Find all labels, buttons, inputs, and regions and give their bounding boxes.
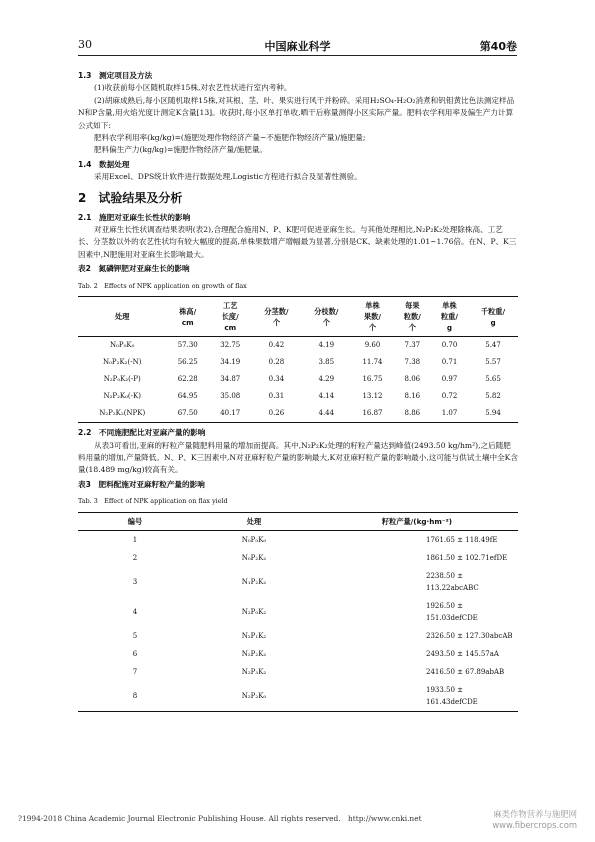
table-cell: N₂P₀K₂(-P) <box>103 375 141 384</box>
table-cell: 8.86 <box>404 409 421 418</box>
table-cell: 5.82 <box>485 392 501 401</box>
table-row <box>78 549 518 567</box>
table-cell: 1.07 <box>441 409 458 418</box>
table-row <box>78 597 518 627</box>
page-header <box>78 38 517 52</box>
table-row <box>78 663 518 681</box>
table-row <box>78 354 518 371</box>
table-cell: 4.19 <box>318 341 335 350</box>
table3-body <box>78 530 518 711</box>
table-cell: 57.30 <box>177 341 198 350</box>
table3-caption-en: Tab. 3 Effect of NPK application on flax yield <box>78 497 228 506</box>
table-cell: 67.50 <box>177 409 198 418</box>
table-cell: N₀P₂K₂ <box>241 553 267 562</box>
col-header: 单株 粒重/ g <box>440 301 458 333</box>
table-cell: 11.74 <box>362 358 383 367</box>
table2-body <box>78 337 518 423</box>
table-cell: N₂P₀K₂ <box>241 607 267 616</box>
table-cell: N₁P₂K₂ <box>241 577 267 586</box>
paragraph: 从表3可看出,亚麻的籽粒产量随肥料用量的增加而提高。其中,N₂P₂K₂处理的籽粒产量达到峰值(2493.50 kg/hm²),之后随肥料用量的增加,产量降低。N、P、K三因素中,N对亚麻籽粒产量的影响最大,K对亚麻籽粒产量的影响最小,这可能与供试土壤中全K含量(18.489 mg/kg)较高有关。 <box>78 440 518 475</box>
table-row <box>78 530 518 549</box>
col-header: 工艺 长度/ cm <box>221 301 239 333</box>
table-cell: 1933.50 ± 161.43defCDE <box>426 685 478 706</box>
table3 <box>78 512 518 712</box>
table-cell: 7.38 <box>404 358 421 367</box>
table-cell: N₂P₂K₀ <box>241 691 267 700</box>
table-cell: 13.12 <box>362 392 383 401</box>
table-cell: 0.28 <box>268 358 285 367</box>
table-cell: 0.34 <box>268 375 285 384</box>
table-cell: 1926.50 ± 151.03defCDE <box>426 601 478 622</box>
table-cell: 2416.50 ± 67.89abAB <box>426 667 505 676</box>
table-cell: 0.26 <box>268 409 285 418</box>
col-header: 分枝数/ 个 <box>314 306 339 327</box>
table-cell: 34.19 <box>220 358 241 367</box>
table-cell: 8 <box>132 691 138 700</box>
section-heading-2-1: 2.1 施肥对亚麻生长性状的影响 <box>78 212 191 222</box>
table-cell: N₂P₁K₂ <box>241 631 267 640</box>
table-cell: 35.08 <box>220 392 241 401</box>
table-cell: 4.29 <box>318 375 335 384</box>
col-header: 分茎数/ 个 <box>264 306 289 327</box>
section-heading-1-4: 1.4 数据处理 <box>78 159 130 169</box>
table-cell: 1761.65 ± 118.49fE <box>426 535 498 544</box>
table-cell: 0.70 <box>441 341 458 350</box>
header-rule <box>78 55 517 56</box>
copyright-notice: ?1994-2018 China Academic Journal Electronic Publishing House. All rights reserved. http://www.cnki.net <box>18 814 422 823</box>
section-heading-2-2: 2.2 不同施肥配比对亚麻产量的影响 <box>78 428 206 438</box>
col-header: 株高/ cm <box>179 306 197 327</box>
table-cell: 0.42 <box>268 341 285 350</box>
table-cell: 0.71 <box>441 358 458 367</box>
paragraph: (2)胡麻成熟后,每小区随机取样15株,对其根、茎、叶、果实进行风干并粉碎。采用H₂SO₄-H₂O₂消煮和钒钼黄比色法测定样品N和P含量,用火焰光度计测定K含量[13]。收获时,每小区单打单收,晒干后称量测得小区实际产量。肥料农学利用率及偏生产力计算公式如下: <box>78 95 515 130</box>
table-cell: N₀P₂K₂(-N) <box>103 358 142 367</box>
table-cell: 7 <box>132 667 138 676</box>
article-body <box>78 68 518 712</box>
table-cell: 4.14 <box>318 392 335 401</box>
paragraph: 采用Excel、DPS统计软件进行数据处理,Logistic方程进行拟合及显著性测验。 <box>94 172 362 182</box>
table-cell: 8.16 <box>404 392 421 401</box>
table-row <box>78 567 518 597</box>
table-row <box>78 627 518 645</box>
journal-title: 中国麻业科学 <box>264 40 331 53</box>
table-row <box>78 681 518 712</box>
table2 <box>78 296 518 423</box>
watermark-title: 麻类作物营养与施肥网 <box>493 809 577 819</box>
col-header: 每果 粒数/ 个 <box>403 301 421 333</box>
table-cell: N₀P₀K₀ <box>109 341 135 350</box>
table3-caption-cn: 表3 肥料配施对亚麻籽粒产量的影响 <box>78 479 205 489</box>
section-heading-2: 2 试验结果及分析 <box>78 190 183 205</box>
table-cell: N₂P₂K₂ <box>241 649 267 658</box>
table-cell: 34.87 <box>220 375 241 384</box>
table-cell: 0.97 <box>441 375 458 384</box>
table-cell: 5.57 <box>485 358 501 367</box>
table-cell: 32.75 <box>220 341 241 350</box>
table-header-row <box>78 297 518 337</box>
table-cell: 4.44 <box>318 409 335 418</box>
table-row <box>78 388 518 405</box>
watermark-url: www.fibercrops.com <box>492 820 577 830</box>
table-row <box>78 337 518 355</box>
table-cell: N₂P₂K₂(NPK) <box>99 409 146 418</box>
table-cell: 40.17 <box>220 409 241 418</box>
formula-agronomic-efficiency: 肥料农学利用率(kg/kg)=(施肥处理作物经济产量−不施肥作物经济产量)/施肥量; <box>94 133 366 143</box>
col-header: 编号 <box>127 516 143 526</box>
col-header: 千粒重/ g <box>480 306 506 327</box>
formula-partial-productivity: 肥料偏生产力(kg/kg)=施肥作物经济产量/施肥量。 <box>94 145 268 155</box>
table-cell: 7.37 <box>404 341 421 350</box>
table-cell: 1861.50 ± 102.71efDE <box>426 553 508 562</box>
table-cell: 5.94 <box>485 409 501 418</box>
paragraph: (1)收获前每小区随机取样15株,对农艺性状进行室内考种。 <box>94 83 292 93</box>
table-cell: 0.31 <box>268 392 285 401</box>
table-cell: N₂P₂K₀(-K) <box>103 392 141 401</box>
table-cell: 5 <box>132 631 138 640</box>
table-cell: 16.87 <box>362 409 383 418</box>
table-row <box>78 371 518 388</box>
table-cell: 56.25 <box>177 358 198 367</box>
table-cell: 6 <box>132 649 138 658</box>
table-cell: 5.47 <box>485 341 501 350</box>
watermark <box>492 809 577 831</box>
table-row <box>78 645 518 663</box>
table-cell: 3 <box>132 577 138 586</box>
table-cell: 2238.50 ± 113.22abcABC <box>426 571 479 592</box>
page-number: 30 <box>78 38 92 51</box>
table-cell: 5.65 <box>485 375 501 384</box>
table-cell: 64.95 <box>177 392 198 401</box>
table-cell: 2326.50 ± 127.30abcAB <box>426 631 513 640</box>
table-cell: 8.06 <box>404 375 421 384</box>
table-cell: 2493.50 ± 145.57aA <box>426 649 499 658</box>
table-header-row <box>78 512 518 530</box>
col-header: 籽粒产量/(kg·hm⁻²) <box>381 516 453 526</box>
table-cell: 0.72 <box>441 392 458 401</box>
table-cell: 62.28 <box>177 375 198 384</box>
section-heading-1-3: 1.3 测定项目及方法 <box>78 71 153 80</box>
table-cell: N₂P₃K₂ <box>241 667 267 676</box>
table-cell: 9.60 <box>364 341 381 350</box>
table-cell: 1 <box>132 535 138 544</box>
volume-label: 第40卷 <box>479 40 517 53</box>
col-header: 处理 <box>115 312 130 322</box>
table-cell: 4 <box>132 607 138 616</box>
table-cell: 2 <box>132 553 138 562</box>
table-cell: 3.85 <box>318 358 335 367</box>
col-header: 单株 果数/ 个 <box>363 301 381 333</box>
col-header: 处理 <box>246 516 262 526</box>
table-row <box>78 405 518 423</box>
table-cell: N₀P₀K₀ <box>241 535 267 544</box>
paragraph: 对亚麻生长性状调查结果表明(表2),合理配合施用N、P、K肥可促进亚麻生长。与其他处理相比,N₂P₂K₂处理除株高、工艺长、分茎数以外的农艺性状均有较大幅度的提高,单株果数增产增幅最为显著,分别是CK、缺素处理的1.01~1.76倍。在N、P、K三因素中,N肥施用对亚麻生长影响最大。 <box>78 225 517 259</box>
table2-caption-en: Tab. 2 Effects of NPK application on growth of flax <box>78 281 247 290</box>
table2-caption-cn: 表2 氮磷钾肥对亚麻生长的影响 <box>78 264 190 274</box>
table-cell: 16.75 <box>362 375 383 384</box>
